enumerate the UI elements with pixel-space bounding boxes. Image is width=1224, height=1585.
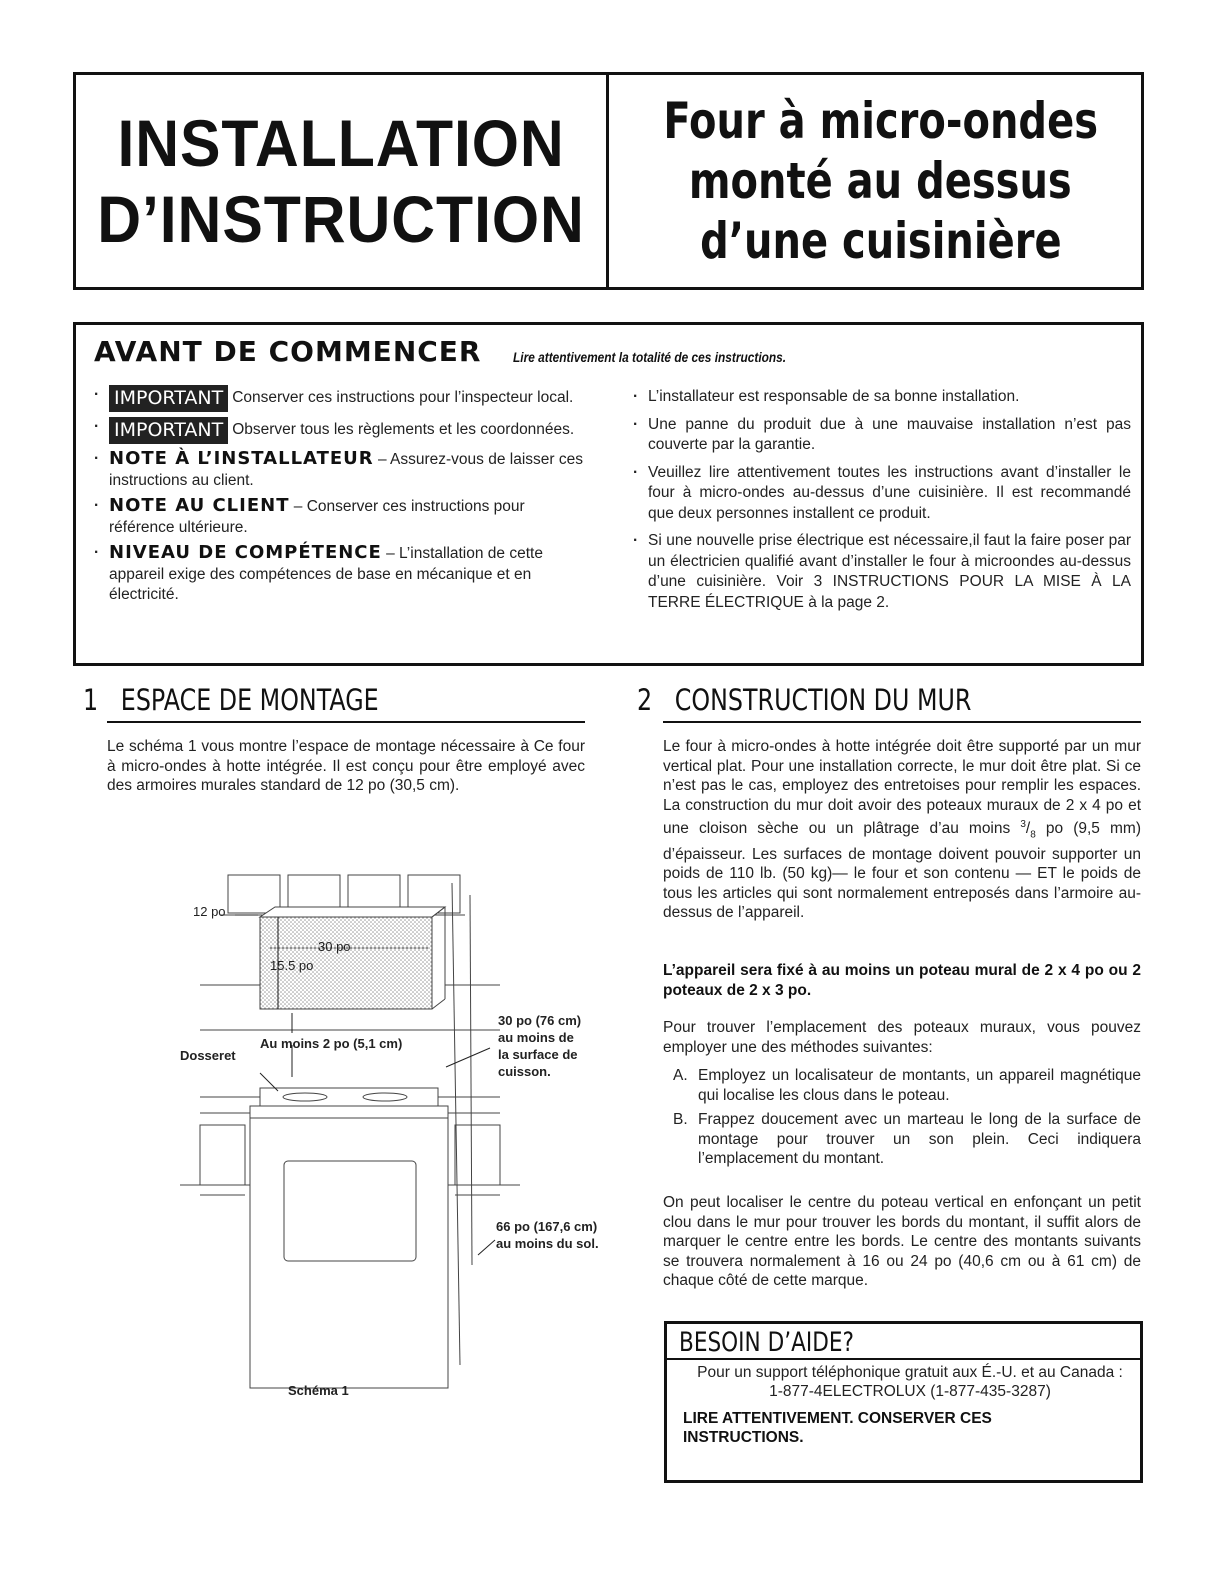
list-item: · L’installateur est responsable de sa bonne installation. [631, 387, 1131, 408]
before-you-begin-box [73, 322, 1144, 666]
paragraph-text: Le four à micro-ondes à hotte intégrée doit être supporté par un mur vertical plat. Pour une installation correcte, le mur doit être plat. Si ce n’est pas le cas, employez des entretoises pour remplir les espaces. La construction du mur doit avoir des poteaux muraux de 2 x 4 po et une cloison sèche ou un plâtrage d’au moins [663, 738, 1141, 838]
need-help-box [664, 1321, 1143, 1483]
need-help-title: BESOIN D’AIDE? [679, 1327, 854, 1358]
section-1-heading [83, 683, 379, 717]
figure-caption: Schéma 1 [288, 1383, 349, 1398]
need-help-header [667, 1324, 1140, 1360]
label-30po-76cm: 30 po (76 cm) [498, 1013, 582, 1028]
label-dosseret: Dosseret [180, 1048, 236, 1063]
product-line-2: monté au dessus [689, 152, 1073, 210]
label-66po: 66 po (167,6 cm) [496, 1219, 598, 1234]
product-line-1: Four à micro-ondes [663, 92, 1098, 150]
range-body [250, 1118, 448, 1388]
support-text [685, 1363, 1135, 1401]
list-item-text: – Conserver ces instructions pour référence ultérieure. [109, 498, 525, 536]
bold-text: L’appareil sera fixé à au moins un poteau mural de 2 x 4 po ou 2 poteaux de 2 x 3 po. [663, 962, 1141, 999]
paragraph-text: po (9,5 mm) d’épaisseur. Les surfaces de montage doivent pouvoir supporter un poids de 110 lb. (50 kg)— le four et son contenu — ET le poids de tous les articles qui sont normalement entreposés dans l’armoire au-dessus de l’appareil. [663, 820, 1141, 922]
list-item: · Veuillez lire attentivement toutes les instructions avant d’installer le four à micro-ondes au-dessus d’une cuisinière. Il est recommandé que deux personnes installent ce produit. [631, 463, 1131, 525]
label-30po-76cm-line3: la surface de [498, 1047, 578, 1062]
list-item [92, 449, 592, 491]
title-line-1: INSTALLATION [117, 106, 565, 180]
list-item-text: Observer tous les règlements et les coordonnées. [232, 421, 575, 438]
title-line-2: D’INSTRUCTION [97, 182, 585, 256]
support-line: Pour un support téléphonique gratuit aux É.-U. et au Canada : [697, 1364, 1123, 1381]
section-title: CONSTRUCTION DU MUR [674, 683, 972, 717]
support-phone: 1-877-4ELECTROLUX (1-877-435-3287) [769, 1383, 1051, 1400]
range-cooktop [260, 1088, 438, 1106]
section-2-paragraph-2: Pour trouver l’emplacement des poteaux muraux, vous pouvez employer une des méthodes suivantes: [663, 1019, 1141, 1056]
important-badge: IMPORTANT [109, 385, 228, 412]
list-item [92, 385, 592, 412]
list-item: · Si une nouvelle prise électrique est nécessaire,il faut la faire poser par un électricien qualifié avant d’installer le four à microondes au-dessus d’une cuisinière. Voir 3 INSTRUCTIONS POUR LA MISE À LA TERRE ÉLECTRIQUE à la page 2. [631, 531, 1131, 613]
list-item [663, 1066, 1141, 1105]
cabinet-door [228, 875, 280, 913]
label-66po-line2: au moins du sol. [496, 1236, 599, 1251]
label-30po-76cm-line2: au moins de [498, 1030, 574, 1045]
list-key: B. [673, 1111, 688, 1128]
list-item-text: – Assurez-vous de laisser ces instructions au client. [109, 451, 583, 489]
label-au-moins-2po: Au moins 2 po (5,1 cm) [260, 1036, 403, 1051]
section-title: ESPACE DE MONTAGE [120, 683, 379, 717]
methods-list [663, 1066, 1141, 1169]
important-badge: IMPORTANT [109, 417, 228, 444]
before-you-begin-title: AVANT DE COMMENCER [94, 335, 482, 368]
section-2-bold-paragraph [663, 961, 1141, 1000]
list-item [92, 496, 592, 538]
document-header [73, 72, 1144, 290]
product-line-3: d’une cuisinière [699, 212, 1062, 270]
list-item [92, 543, 592, 606]
list-key: A. [673, 1067, 688, 1084]
label-30po: 30 po [318, 939, 351, 954]
skill-level-label: NIVEAU DE COMPÉTENCE [109, 542, 382, 563]
label-30po-76cm-line4: cuisson. [498, 1064, 551, 1079]
microwave-top [260, 907, 445, 917]
before-you-begin-right-column [631, 387, 1131, 620]
list-item-text: Employez un localisateur de montants, un appareil magnétique qui localise les clous dans le poteau. [698, 1067, 1141, 1104]
section-2-paragraph-3: On peut localiser le centre du poteau vertical en enfonçant un petit clou dans le mur pour trouver les bords du montant, il suffit alors de marquer le centre entre les bords. Le centre des montants suivants se trouvera normalement à 16 ou 24 po (40,6 cm ou à 61 cm) de chaque côté de cette marque. [663, 1194, 1141, 1289]
section-number: 2 [637, 683, 653, 717]
section-2-paragraph-1: Le four à micro-ondes à hotte intégrée doit être supporté par un mur vertical plat. Pour une installation correcte, le mur doit être plat. Si ce n’est pas le cas, employez des entretoises pour remplir les espaces. La construction du mur doit avoir des poteaux muraux de 2 x 4 po et une cloison sèche ou un plâtrage d’au moins $^3/_8$ po (9,5 mm) d’épaisseur. Les surfaces de montage doivent pouvoir supporter un poids de 110 lb. (50 kg)— le four et son contenu — ET le poids de tous les articles qui sont normalement entreposés dans l’armoire au-dessus de l’appareil. [663, 738, 1141, 922]
product-title [609, 75, 1152, 287]
note-installer-label: NOTE À L’INSTALLATEUR [109, 448, 374, 469]
section-2-rule [663, 721, 1141, 723]
list-item [92, 417, 592, 444]
note-client-label: NOTE AU CLIENT [109, 495, 290, 516]
fraction-numerator: 3 [1020, 819, 1026, 830]
label-15-5po: 15.5 po [270, 958, 314, 973]
section-1-text: Le schéma 1 vous montre l’espace de montage nécessaire à Ce four à micro-ondes à hotte intégrée. Il est conçu pour être employé avec des armoires murales standard de 12 po (30,5 cm). [107, 738, 585, 794]
before-you-begin-left-column [92, 385, 592, 611]
section-2-heading [637, 683, 971, 717]
list-item-text: – L’installation de cette appareil exige des compétences de base en mécanique et en électricité. [109, 545, 543, 603]
section-1-rule [107, 721, 585, 723]
list-item-text: Conserver ces instructions pour l’inspecteur local. [232, 389, 574, 406]
list-item: · Une panne du produit due à une mauvaise installation n’est pas couverte par la garantie. [631, 415, 1131, 456]
mounting-space-diagram [160, 855, 620, 1415]
keep-instructions-note: LIRE ATTENTIVEMENT. CONSERVER CES INSTRUCTIONS. [683, 1410, 992, 1446]
list-item-text: Frappez doucement avec un marteau le long de la surface de montage pour trouver un son plein. Ceci indiquera l’emplacement du montant. [698, 1111, 1141, 1167]
list-item [663, 1110, 1141, 1169]
section-number: 1 [83, 683, 99, 717]
before-you-begin-subtitle: Lire attentivement la totalité de ces instructions. [513, 349, 787, 365]
lower-cabinet [455, 1125, 500, 1185]
document-title [76, 75, 609, 287]
lower-cabinet [200, 1125, 245, 1185]
fraction-denominator: 8 [1030, 829, 1036, 841]
label-12po: 12 po [193, 904, 226, 919]
